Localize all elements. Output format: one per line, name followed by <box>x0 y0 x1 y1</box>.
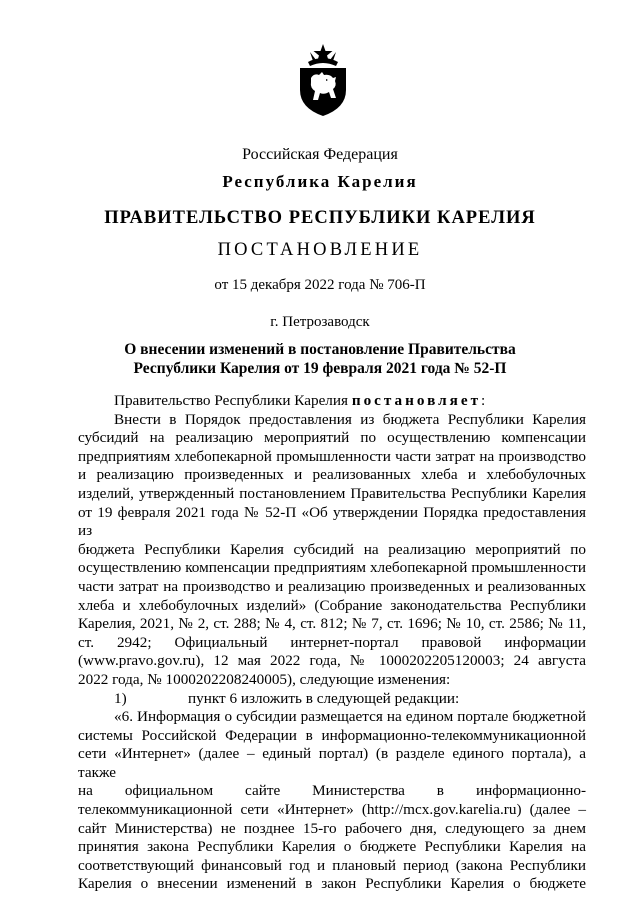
text-line: Внести в Порядок предоставления из бюджета Республики Карелия <box>114 410 586 428</box>
city: г. Петрозаводск <box>270 314 370 330</box>
text-line: телекоммуникационной сети «Интернет» (http://mcx.gov.karelia.ru) (далее – <box>78 801 586 819</box>
text-line: соответствующий финансовый год и плановый период (закона Республики <box>78 856 586 874</box>
text-line: на официальном сайте Министерства в информационно- <box>78 782 586 800</box>
text-line: предприятиям хлебопекарной промышленности части затрат на производство <box>78 447 586 465</box>
list-item-text: пункт 6 изложить в следующей редакции: <box>188 689 460 707</box>
text-line: Карелия, 2021, № 2, ст. 288; № 4, ст. 812; № 7, ст. 1696; № 10, ст. 2586; № 11, <box>78 615 586 633</box>
text-line: системы Российской Федерации в информационно-телекоммуникационной <box>78 726 586 744</box>
text-line: от 19 февраля 2021 года № 52-П «Об утверждении Порядка предоставления из <box>78 503 586 540</box>
intro-decides: постановляет <box>351 392 482 409</box>
subject-line: О внесении изменений в постановление Правительства <box>124 341 516 358</box>
subject-line: Республики Карелия от 19 февраля 2021 года № 52-П <box>133 360 507 377</box>
republic-name: Республика Карелия <box>222 172 418 191</box>
list-item-number: 1) <box>114 689 127 707</box>
text-line: сети «Интернет» (далее – единый портал) (в разделе единого портала), а также <box>78 745 586 781</box>
text-line: 2022 года, № 1000202208240005), следующие изменения: <box>78 670 451 688</box>
document-body <box>78 392 586 894</box>
text-line: осуществлению компенсации предприятиям хлебопекарной промышленности <box>78 559 586 577</box>
paragraph-item-6 <box>78 708 586 894</box>
document-subject <box>0 340 640 378</box>
government-title: ПРАВИТЕЛЬСТВО РЕСПУБЛИКИ КАРЕЛИЯ <box>104 208 536 228</box>
karelia-coat-of-arms-icon <box>296 42 350 118</box>
text-line: части затрат на производство и реализацию произведенных и реализованных <box>78 577 586 595</box>
text-line: сайт Министерства) не позднее 15-го рабочего дня, следующего за днем <box>78 819 586 837</box>
text-line: бюджета Республики Карелия субсидий на реализацию мероприятий по <box>78 540 586 558</box>
intro-prefix: Правительство Республики Карелия <box>114 392 352 409</box>
text-line: ст. 2942; Официальный интернет-портал правовой информации <box>78 633 586 651</box>
intro-paragraph <box>78 392 586 411</box>
text-line: изделий, утвержденный постановлением Правительства Республики Карелия <box>78 484 586 502</box>
intro-suffix: : <box>481 392 486 409</box>
country-name: Российская Федерация <box>242 146 398 163</box>
document-type: ПОСТАНОВЛЕНИЕ <box>217 240 423 260</box>
text-line: и реализацию произведенных и реализованных хлеба и хлебобулочных <box>78 466 586 484</box>
text-line: хлеба и хлебобулочных изделий» (Собрание законодательства Республики <box>78 596 586 614</box>
text-line: (www.pravo.gov.ru), 12 мая 2022 года, № 1000202205120003; 24 августа <box>78 652 586 670</box>
list-item-1 <box>78 690 586 709</box>
text-line: субсидий на реализацию мероприятий по осуществлению компенсации <box>78 429 586 447</box>
text-line: Карелия о внесении изменений в закон Республики Карелия о бюджете <box>78 875 586 893</box>
text-line: принятия закона Республики Карелия о бюджете Республики Карелия на <box>78 838 586 856</box>
text-line: «6. Информация о субсидии размещается на едином портале бюджетной <box>114 708 586 726</box>
paragraph-amendment <box>78 411 586 690</box>
date-and-number: от 15 декабря 2022 года № 706-П <box>214 277 426 293</box>
